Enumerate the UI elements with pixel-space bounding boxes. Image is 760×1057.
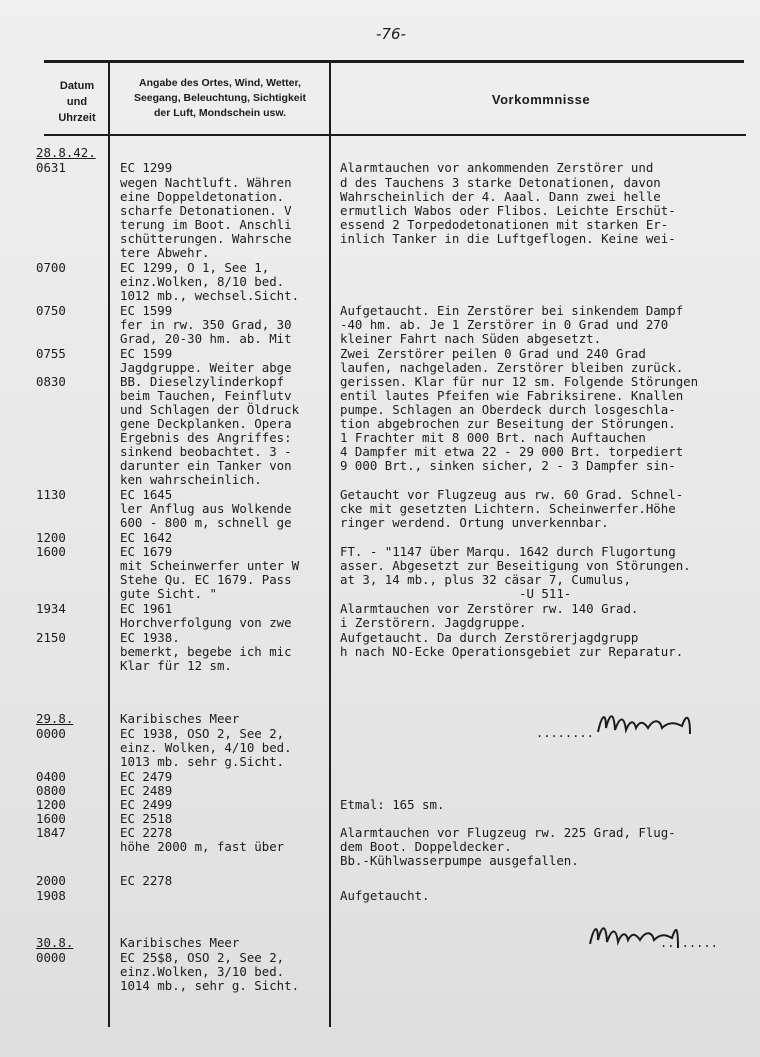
entry-location: EC 25$8, OSO 2, See 2,	[120, 950, 285, 965]
entry-event: asser. Abgesetzt zur Beseitigung von Störungen.	[340, 558, 691, 573]
col-divider-2	[329, 62, 331, 1027]
entry-location: BB. Dieselzylinderkopf	[120, 374, 285, 389]
entry-location: 1014 mb., sehr g. Sicht.	[120, 978, 300, 993]
entry-location: scharfe Detonationen. V	[120, 203, 292, 218]
entry-location: Jagdgruppe. Weiter abge	[120, 360, 292, 375]
entry-event: 1 Frachter mit 8 000 Brt. nach Auftauchen	[340, 430, 646, 445]
entry-location: beim Tauchen, Feinflutv	[120, 388, 292, 403]
entry-time: 1934	[36, 601, 66, 616]
signature-dots-2: ........	[660, 936, 718, 950]
header-date	[46, 78, 108, 126]
entry-time: 0000	[36, 950, 66, 965]
entry-location: bemerkt, begebe ich mic	[120, 644, 292, 659]
entry-event: laufen, nachgeladen. Zerstörer bleiben zurück.	[340, 360, 684, 375]
entry-location: ken wahrscheinlich.	[120, 472, 262, 487]
entry-event: Bb.-Kühlwasserpumpe ausgefallen.	[340, 853, 579, 868]
entry-time: 29.8.	[36, 711, 74, 726]
entry-event: gerissen. Klar für nur 12 sm. Folgende Störungen	[340, 374, 699, 389]
entry-location: EC 1961	[120, 601, 173, 616]
entry-time: 0830	[36, 374, 66, 389]
entry-event: essend 2 Torpedodetonationen mit starken Er-	[340, 217, 669, 232]
entry-location: EC 1599	[120, 303, 173, 318]
entry-time: 0000	[36, 726, 66, 741]
entry-event: FT. - "1147 über Marqu. 1642 durch Flugortung	[340, 544, 676, 559]
header-rule	[44, 134, 746, 136]
entry-event: ermutlich Wabos oder Flibos. Leichte Erschüt-	[340, 203, 676, 218]
entry-location: und Schlagen der Öldruck	[120, 402, 300, 417]
entry-event: inlich Tanker in die Luftgeflogen. Keine wei-	[340, 231, 676, 246]
col-divider-1	[108, 62, 110, 1027]
entry-location: mit Scheinwerfer unter W	[120, 558, 300, 573]
entry-event: Alarmtauchen vor Zerstörer rw. 140 Grad.	[340, 601, 639, 616]
entry-location: EC 1299, O 1, See 1,	[120, 260, 270, 275]
entry-location: einz. Wolken, 4/10 bed.	[120, 740, 292, 755]
entry-location: EC 2518	[120, 811, 173, 826]
entry-location: fer in rw. 350 Grad, 30	[120, 317, 292, 332]
entry-event: 9 000 Brt., sinken sicher, 2 - 3 Dampfer sin-	[340, 458, 676, 473]
entry-location: Ergebnis des Angriffes:	[120, 430, 292, 445]
entry-time: 2150	[36, 630, 66, 645]
entry-time: 0400	[36, 769, 66, 784]
entry-event: tion abgebrochen zur Beseitung der Störungen.	[340, 416, 676, 431]
entry-time: 0800	[36, 783, 66, 798]
entry-location: Karibisches Meer	[120, 935, 240, 950]
page-number: -76-	[376, 25, 406, 43]
entry-time: 0700	[36, 260, 66, 275]
entry-location: ler Anflug aus Wolkende	[120, 501, 292, 516]
entry-location: sinkend beobachtet. 3 -	[120, 444, 292, 459]
entry-time: 1847	[36, 825, 66, 840]
top-rule	[44, 60, 744, 63]
entry-location: einz.Wolken, 3/10 bed.	[120, 964, 285, 979]
header-location-line1: Angabe des Ortes, Wind, Wetter,	[139, 77, 301, 89]
entry-location: EC 2499	[120, 797, 173, 812]
entry-event: Etmal: 165 sm.	[340, 797, 445, 812]
entry-event: Getaucht vor Flugzeug aus rw. 60 Grad. Schnel-	[340, 487, 684, 502]
entry-location: EC 1645	[120, 487, 173, 502]
entry-event: kleiner Fahrt nach Süden abgesetzt.	[340, 331, 602, 346]
entry-location: EC 1938, OSO 2, See 2,	[120, 726, 285, 741]
entry-event: at 3, 14 mb., plus 32 cäsar 7, Cumulus,	[340, 572, 631, 587]
entry-location: Grad, 20-30 hm. ab. Mit	[120, 331, 292, 346]
header-events: Vorkommnisse	[491, 92, 591, 107]
header-date-line3: Uhrzeit	[58, 112, 96, 124]
signature-dots-1: ........	[536, 726, 594, 740]
entry-location: EC 2278	[120, 825, 173, 840]
entry-time: 1200	[36, 530, 66, 545]
entry-time: 0755	[36, 346, 66, 361]
entry-location: einz.Wolken, 8/10 bed.	[120, 274, 285, 289]
entry-location: EC 2489	[120, 783, 173, 798]
entry-location: 1013 mb. sehr g.Sicht.	[120, 754, 285, 769]
entry-location: schütterungen. Wahrsche	[120, 231, 292, 246]
entry-event: Aufgetaucht.	[340, 888, 430, 903]
entry-location: gute Sicht. "	[120, 586, 217, 601]
entry-event: -40 hm. ab. Je 1 Zerstörer in 0 Grad und 270	[340, 317, 669, 332]
entry-event: entil lautes Pfeifen wie Fabriksirene. Knallen	[340, 388, 684, 403]
entry-time: 2000	[36, 873, 66, 888]
entry-event: cke mit gesetzten Lichtern. Scheinwerfer.Höhe	[340, 501, 676, 516]
entry-location: höhe 2000 m, fast über	[120, 839, 285, 854]
entry-event: -U 511-	[340, 586, 572, 601]
entry-event: Alarmtauchen vor ankommenden Zerstörer und	[340, 160, 654, 175]
entry-time: 1130	[36, 487, 66, 502]
entry-event: Aufgetaucht. Ein Zerstörer bei sinkendem Dampf	[340, 303, 684, 318]
entry-location: tere Abwehr.	[120, 245, 210, 260]
entry-location: EC 1599	[120, 346, 173, 361]
entry-location: Klar für 12 sm.	[120, 658, 232, 673]
entry-event: pumpe. Schlagen an Oberdeck durch losgeschla-	[340, 402, 676, 417]
entry-time: 30.8.	[36, 935, 74, 950]
entry-location: darunter ein Tanker von	[120, 458, 292, 473]
signature-1	[570, 706, 740, 740]
entry-location: eine Doppeldetonation.	[120, 189, 285, 204]
entry-event: Wahrscheinlich der 4. Aaal. Dann zwei helle	[340, 189, 661, 204]
entry-location: gene Deckplanken. Opera	[120, 416, 292, 431]
entry-time: 0750	[36, 303, 66, 318]
entry-location: terung im Boot. Anschli	[120, 217, 292, 232]
entry-location: Horchverfolgung von zwe	[120, 615, 292, 630]
entry-time: 1200	[36, 797, 66, 812]
header-location	[113, 76, 327, 121]
entry-location: wegen Nachtluft. Währen	[120, 175, 292, 190]
entry-event: ringer werdend. Ortung unverkennbar.	[340, 515, 609, 530]
entry-location: Karibisches Meer	[120, 711, 240, 726]
entry-location: EC 1642	[120, 530, 173, 545]
signature-2	[570, 918, 740, 952]
entry-time: 28.8.42.	[36, 145, 96, 160]
entry-location: EC 1299	[120, 160, 173, 175]
entry-location: Stehe Qu. EC 1679. Pass	[120, 572, 292, 587]
entry-time: 1600	[36, 544, 66, 559]
header-location-line3: der Luft, Mondschein usw.	[153, 107, 287, 119]
entry-event: 4 Dampfer mit etwa 22 - 29 000 Brt. torpediert	[340, 444, 684, 459]
entry-location: EC 2479	[120, 769, 173, 784]
entry-event: i Zerstörern. Jagdgruppe.	[340, 615, 527, 630]
entry-event: dem Boot. Doppeldecker.	[340, 839, 512, 854]
entry-location: 1012 mb., wechsel.Sicht.	[120, 288, 300, 303]
entry-location: 600 - 800 m, schnell ge	[120, 515, 292, 530]
entry-location: EC 1679	[120, 544, 173, 559]
entry-event: Alarmtauchen vor Flugzeug rw. 225 Grad, Flug-	[340, 825, 676, 840]
entry-time: 0631	[36, 160, 66, 175]
entry-location: EC 2278	[120, 873, 173, 888]
entry-event: Zwei Zerstörer peilen 0 Grad und 240 Grad	[340, 346, 646, 361]
entry-time: 1600	[36, 811, 66, 826]
entry-time: 1908	[36, 888, 66, 903]
entry-event: h nach NO-Ecke Operationsgebiet zur Reparatur.	[340, 644, 684, 659]
header-location-line2: Seegang, Beleuchtung, Sichtigkeit	[133, 92, 307, 104]
header-date-line1: Datum	[59, 80, 95, 92]
entry-event: d des Tauchens 3 starke Detonationen, davon	[340, 175, 661, 190]
header-date-line2: und	[66, 96, 88, 108]
entry-location: EC 1938.	[120, 630, 180, 645]
entry-event: Aufgetaucht. Da durch Zerstörerjagdgrupp	[340, 630, 639, 645]
